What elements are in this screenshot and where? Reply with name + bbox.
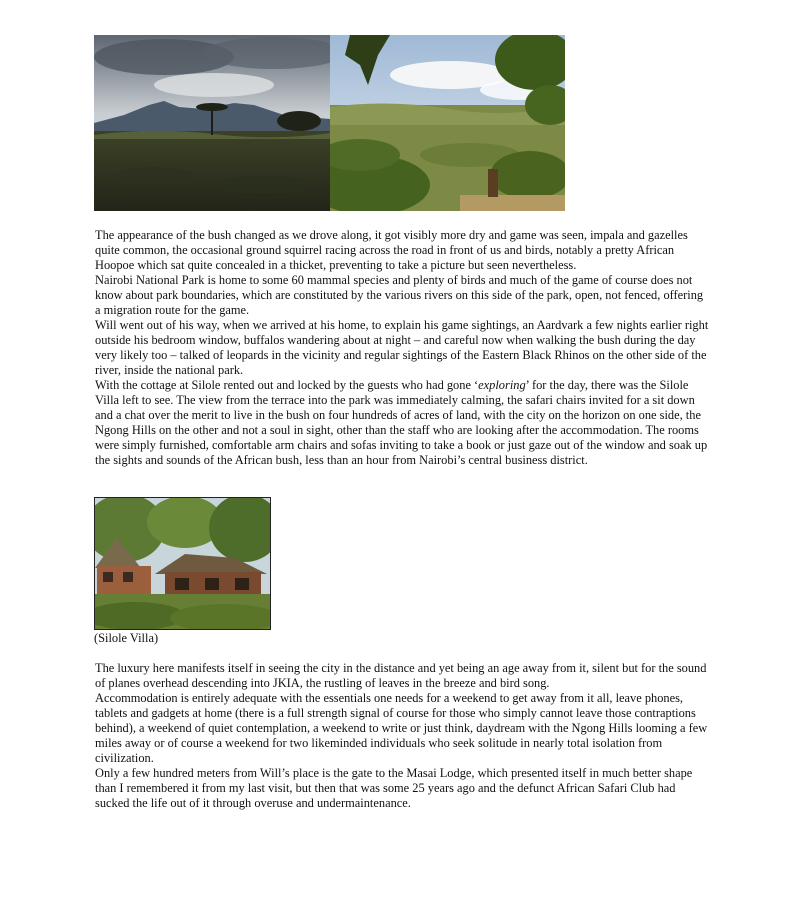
article-text-block-1 bbox=[95, 228, 710, 468]
paragraph-will-sightings: Will went out of his way, when we arrived at his home, to explain his game sightings, an Aardvark a few nights earlier right outside his bedroom window, buffalos wandering about at night – and careful now when walking the bush during the day very likely too – talked of leopards in the vicinity and regular sightings of the Eastern Black Rhinos on the other side of the river, inside the national park. bbox=[95, 318, 709, 377]
paragraph-silole-villa bbox=[95, 378, 710, 468]
silole-villa-photo bbox=[94, 497, 271, 630]
paragraph-national-park: Nairobi National Park is home to some 60 mammal species and plenty of birds and much of the game of course does not know about park boundaries, which are constituted by the various rivers on this side of the park, open, not fenced, offering a migration route for the game. bbox=[95, 273, 704, 317]
paragraph-accommodation: Accommodation is entirely adequate with the essentials one needs for a weekend to get away from it all, leave phones, tablets and gadgets at home (there is a full strength signal of course for those who simply cannot leave those contraptions behind), a weekend of quiet contemplation, a weekend to write or just think, daydream with the Ngong Hills looming a few miles away or of course a weekend for two likeminded individuals who seek solitude in nearly total isolation from civilization. bbox=[95, 691, 708, 765]
bush-valley-image bbox=[330, 35, 565, 211]
text-span: With the cottage at Silole rented out and locked by the guests who had gone ‘ bbox=[95, 378, 479, 392]
paragraph-bush-changes: The appearance of the bush changed as we drove along, it got visibly more dry and game was seen, impala and gazelles quite common, the occasional ground squirrel racing across the road in front of us and birds, notably a pretty African Hoopoe which sat quite concealed in a thicket, preventing to take a picture but seen nevertheless. bbox=[95, 228, 688, 272]
paragraph-luxury: The luxury here manifests itself in seeing the city in the distance and yet being an age away from it, silent but for the sound of planes overhead descending into JKIA, the rustling of leaves in the breeze and bird song. bbox=[95, 661, 707, 690]
paragraph-masai-lodge: Only a few hundred meters from Will’s place is the gate to the Masai Lodge, which presented itself in much better shape than I remembered it from my last visit, but then that was some 25 years ago and the defunct African Safari Club had sucked the life out of it through overuse and undermaintenance. bbox=[95, 766, 693, 810]
bush-valley-photo bbox=[330, 35, 565, 211]
savanna-mountain-image bbox=[94, 35, 330, 211]
italic-word: exploring bbox=[478, 378, 526, 392]
photo-caption: (Silole Villa) bbox=[94, 631, 159, 645]
text-span: ’ for the day, there was the Silole Villa left to see. The view from the terrace into the park was immediately calming, the safari chairs invited for a sit down and a chat over the merit to live in the bush on four hundreds of acres of land, with the city on the horizon on one side, the Ngong Hills on the other and not a soul in sight, other than the staff who are looking after the accommodation. The rooms were simply furnished, comfortable arm chairs and sofas inviting to take a book or just gaze out of the window and soak up the sights and sounds of the African bush, less than an hour from Nairobi’s central business district. bbox=[95, 378, 708, 467]
silole-villa-image bbox=[95, 498, 270, 629]
savanna-mountain-photo bbox=[94, 35, 330, 211]
article-text-block-2 bbox=[95, 661, 710, 811]
